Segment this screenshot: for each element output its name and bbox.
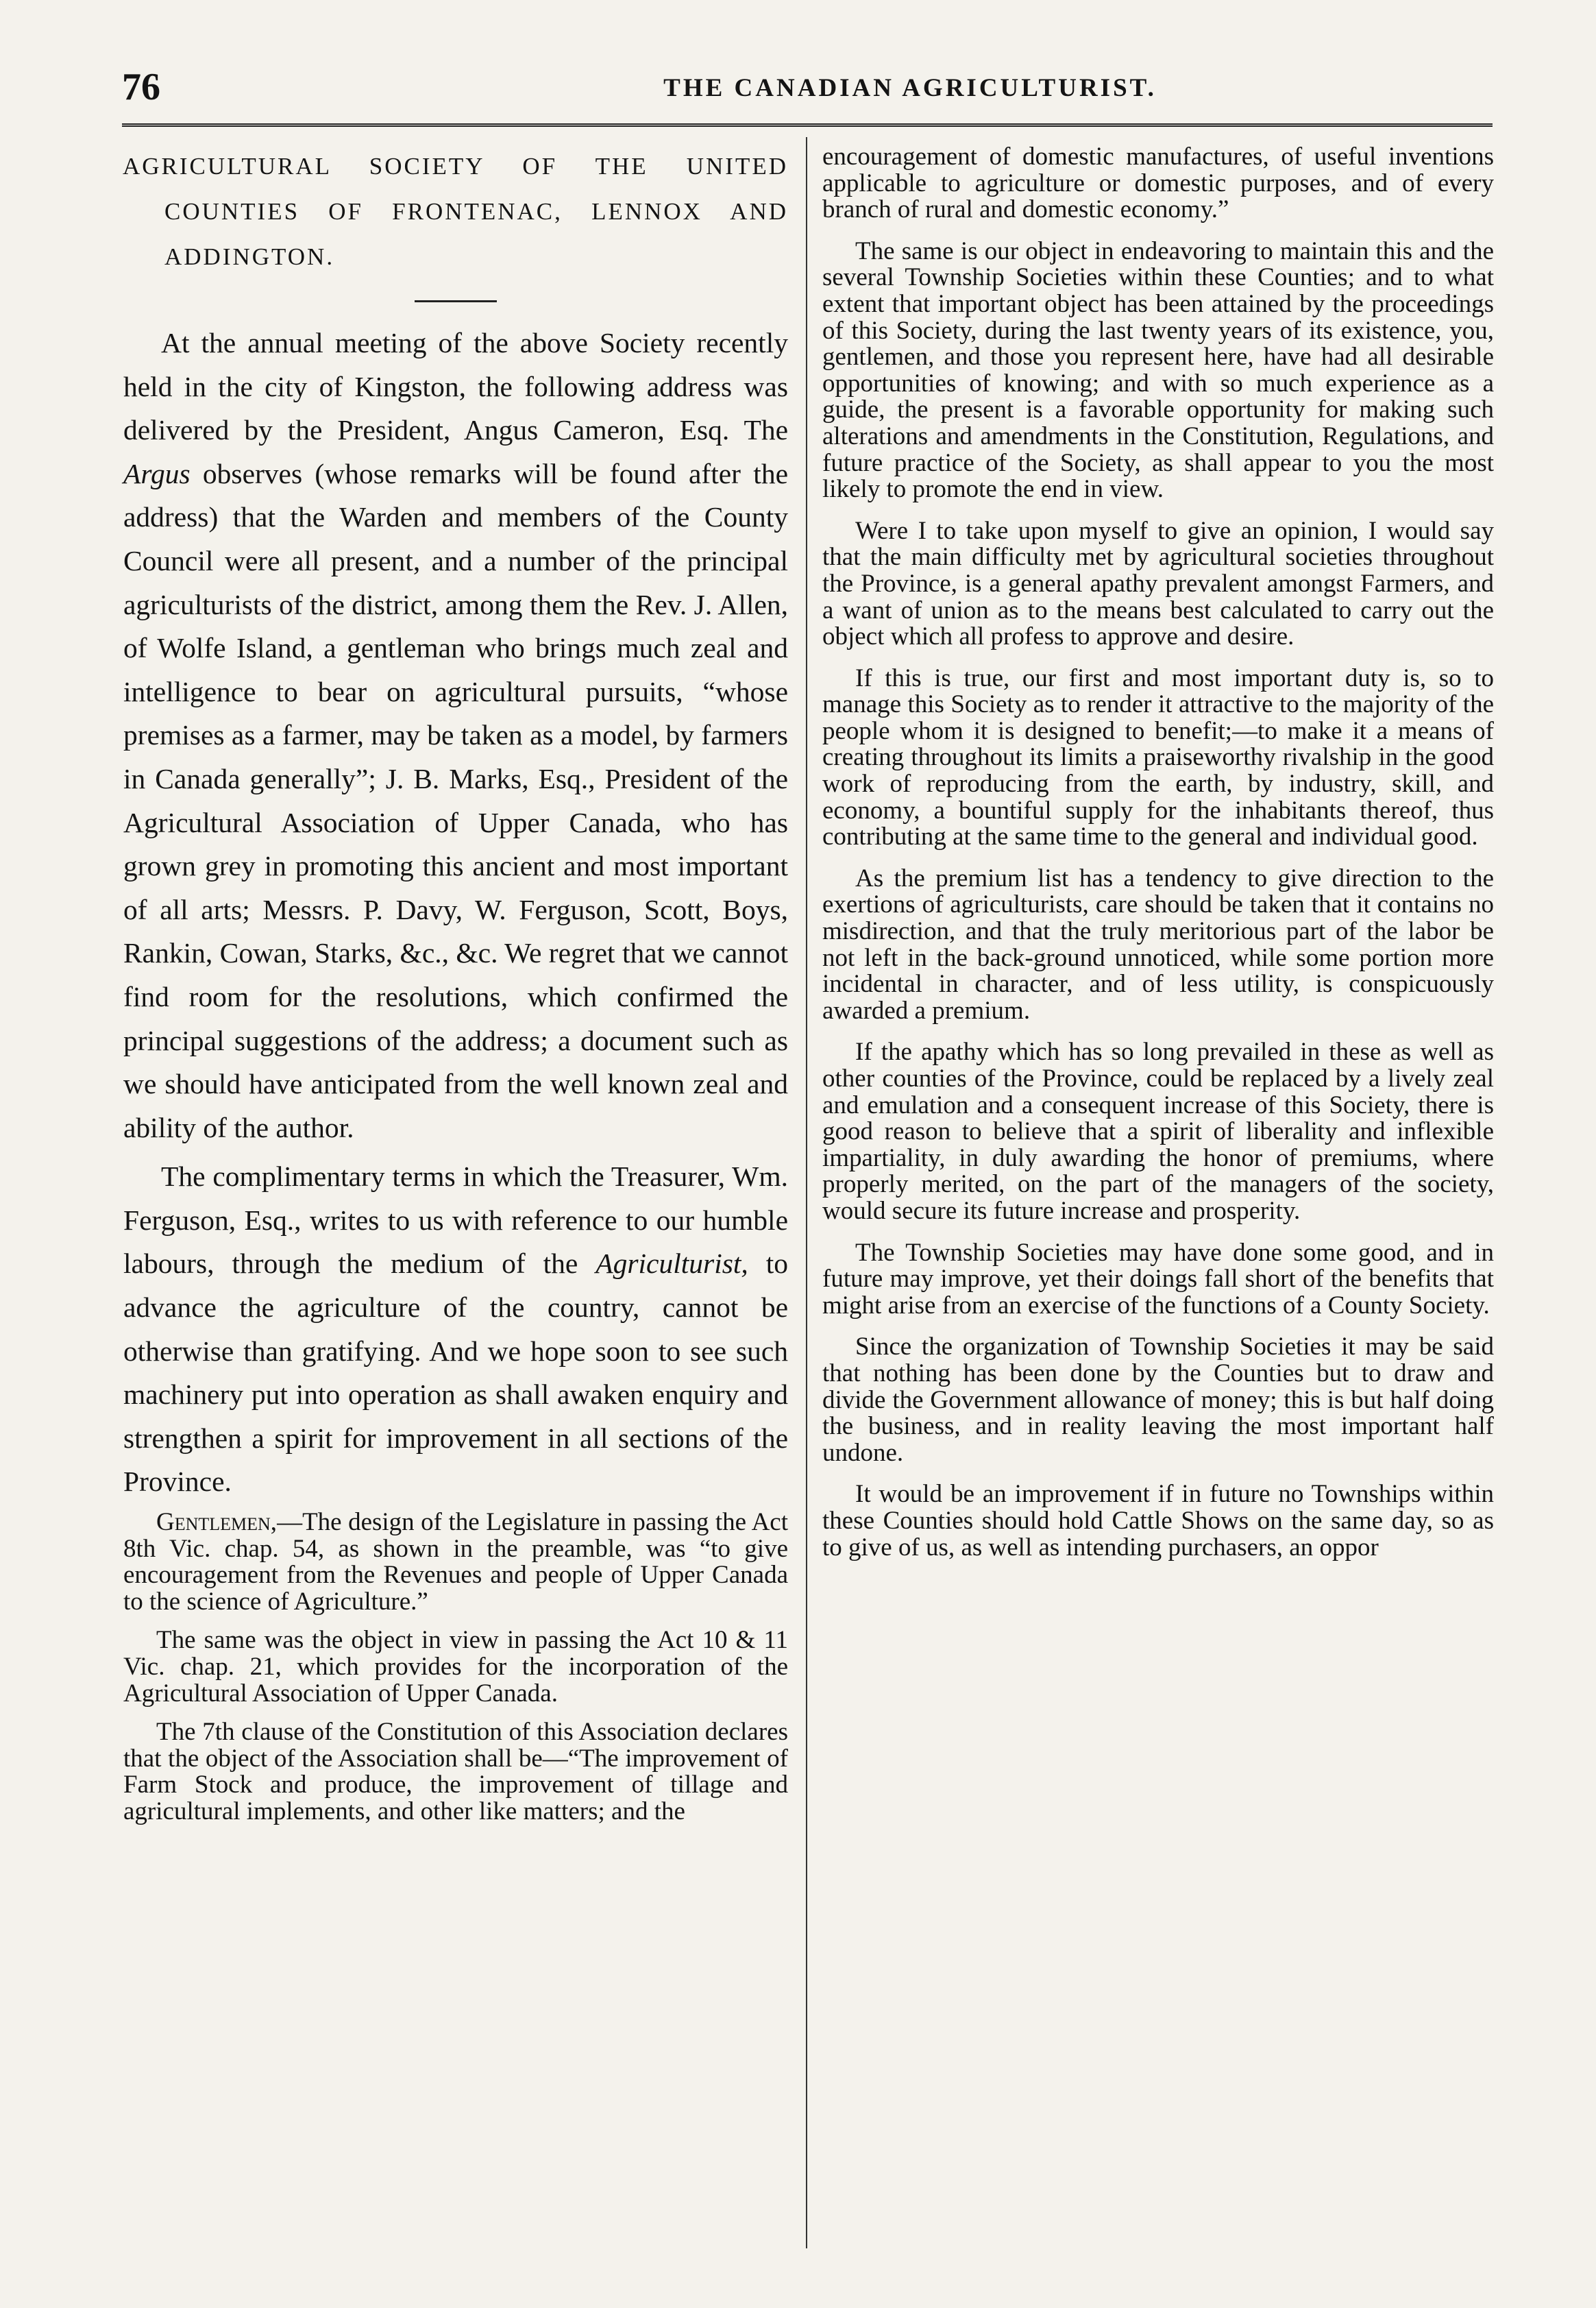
right-paragraph-8: It would be an improvement if in future no Townships within these Counties should hold Cattle Shows on the same day, so as to give of us, as well as intending purchasers, an oppor: [822, 1480, 1494, 1562]
heading-rule: [415, 300, 497, 302]
intro-2-text-a: The complimentary terms in which the Treasurer, Wm. Ferguson, Esq., writes to us with reference to our humble labours, through the medium of the: [123, 1161, 788, 1280]
column-divider: [806, 137, 807, 2248]
address-salutation: Gentlemen,: [156, 1508, 278, 1537]
right-paragraph-5: If the apathy which has so long prevailed in these as well as other counties of the Province, could be replaced by a lively zeal and emulation and a consequent increase of this Society, there is good reason to believe that a spirit of liberality and inflexible impartiality, in duly awarding the honor of premiums, where properly merited, on the part of the managers of the society, would secure its future increase and prosperity.: [822, 1038, 1494, 1225]
right-paragraph-6: The Township Societies may have done some good, and in future may improve, yet their doings fall short of the benefits that might arise from an exercise of the functions of a County Society.: [822, 1238, 1494, 1320]
intro-1-text-b: observes (whose remarks will be found after the address) that the Warden and members of the County Council were all present, and a number of the principal agriculturists of the district, among them the Rev. J. Allen, of Wolfe Island, a gentleman who brings much zeal and intelligence to bear on agricultural pursuits, “whose premises as a farmer, may be taken as a model, by farmers in Canada generally”; J. B. Marks, Esq., President of the Agricultural Association of Upper Canada, who has grown grey in promoting this ancient and most important of all arts; Messrs. P. Davy, W. Ferguson, Scott, Boys, Rankin, Cowan, Starks, &c., &c. We regret that we cannot find room for the resolutions, which confirmed the principal suggestions of the address; a document such as we should have anticipated from the well known zeal and ability of the author.: [123, 457, 788, 1143]
page-number: 76: [122, 66, 160, 108]
agriculturist-italic: Agriculturist,: [596, 1248, 748, 1280]
intro-1-text-a: At the annual meeting of the above Society recently held in the city of Kingston, the following address was delivered by the President, Angus Cameron, Esq. The: [123, 327, 788, 446]
article-heading: [123, 144, 788, 280]
right-paragraph-2: Were I to take upon myself to give an opinion, I would say that the main difficulty met by agricultural societies throughout the Province, is a general apathy prevalent amongst Farmers, and a want of union as to the means best calculated to carry out the object which all profess to approve and desire.: [822, 516, 1494, 651]
address-paragraph-2: The same was the object in view in passing the Act 10 & 11 Vic. chap. 21, which provides for the incorporation of the Agricultural Association of Upper Canada.: [123, 1626, 788, 1708]
right-paragraph-4: As the premium list has a tendency to give direction to the exertions of agriculturists, care should be taken that it contains no misdirection, and that the truly meritorious part of the labor be not left in the back-ground unnoticed, while some portion more incidental in character, and of less utility, is conspicuously awarded a premium.: [822, 864, 1494, 1025]
right-paragraph-0: encouragement of domestic manufactures, of useful inventions applicable to agriculture or domestic purposes, and of every branch of rural and domestic economy.”: [822, 143, 1494, 224]
right-paragraph-1: The same is our object in endeavoring to maintain this and the several Township Societies within these Counties; and to what extent that important object has been attained by the proceedings of this Society, during the last twenty years of its existence, you, gentlemen, and those you represent here, have had all desirable opportunities of knowing; and with so much experience as a guide, the present is a favorable opportunity for making such alterations and amendments in the Constitution, Regulations, and future practice of the Society, as shall appear to you the most likely to promote the end in view.: [822, 236, 1494, 504]
right-paragraph-7: Since the organization of Township Societies it may be said that nothing has been done by the Counties but to draw and divide the Government allowance of money; this is but half doing the business, and in reality leaving the most important half undone.: [822, 1333, 1494, 1467]
intro-2-text-b: to advance the agriculture of the country, cannot be otherwise than gratifying. And we hope soon to see such machinery put into operation as shall awaken enquiry and strengthen a spirit for improvement in all sections of the Province.: [123, 1248, 789, 1498]
article-heading-text: AGRICULTURAL SOCIETY OF THE UNITED COUNTIES OF FRONTENAC, LENNOX AND ADDINGTON.: [123, 153, 788, 270]
address-paragraph-1: [123, 1509, 788, 1615]
journal-title: THE CANADIAN AGRICULTURIST.: [663, 74, 1157, 102]
argus-italic: Argus: [123, 457, 191, 489]
header-rule: [122, 123, 1493, 127]
right-column: [822, 144, 1494, 1576]
right-paragraph-3: If this is true, our first and most important duty is, so to manage this Society as to render it attractive to the majority of the people whom it is designed to benefit;—to make it a means of creating throughout its limits a praiseworthy rivalship in the good work of reproducing from the earth, by industry, skill, and economy, a bountiful supply for the inhabitants thereof, thus contributing at the same time to the general and individual good.: [822, 664, 1494, 851]
running-head: [122, 65, 1493, 120]
address-paragraph-3: The 7th clause of the Constitution of this Association declares that the object of the Association shall be—“The improvement of Farm Stock and produce, the improvement of tillage and agricultural implements, and other like matters; and the: [123, 1718, 788, 1825]
intro-paragraph-1: [123, 321, 788, 1150]
address-p1-text: —The design of the Legislature in passing the Act 8th Vic. chap. 54, as shown in the preamble, was “to give encouragement from the Revenues and people of Upper Canada to the science of Agriculture.”: [123, 1508, 788, 1616]
left-column: [123, 144, 788, 1838]
intro-paragraph-2: [123, 1155, 788, 1504]
